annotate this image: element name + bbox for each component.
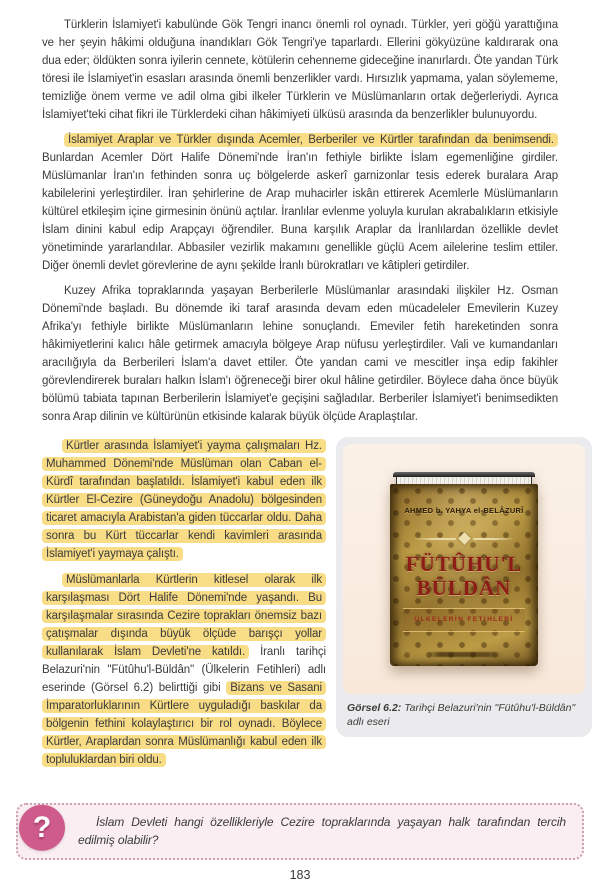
paragraph-5: [42, 571, 326, 769]
paragraph-1: [42, 16, 558, 124]
paragraph-4: [42, 437, 326, 563]
cover-ornament-icon: [413, 534, 516, 543]
paragraph-1-text: Türklerin İslamiyet'i kabulünde Gök Tengri inancı önemli rol oynadı. Türkler, yeri göğü yarattığına ve her şeyin hâkimi olduğuna inandıkları Gök Tengri'ye taparlardı. Ellerini gökyüzüne kaldırarak ona dua eder; öldükten sonra iyilerin cennete, kötülerin cehenneme gideceğine inanırlardı. Öte yandan Türk töresi ile İslamiyet'in esasları arasında önemli benzerlikler vardı. Hırsızlık yapmama, yalan söylememe, temizliğe önem verme ve adil olma gibi ilkeler Türklerin ve Müslümanların ortak değerleriydi. Ayrıca İslamiyet'teki cihat fikri ile Türklerdeki cihan hâkimiyeti ülküsü arasında da benzerlikler bulunuyordu.: [42, 19, 558, 121]
book-title-line-1: FÜTÛHU'L: [405, 552, 523, 576]
highlighted-sentence-1: İslamiyet Araplar ve Türkler dışında Acemler, Berberiler ve Kürtler tarafından da benimsendi.: [64, 133, 558, 147]
book-title: [406, 553, 523, 600]
paragraph-3-text: Kuzey Afrika topraklarında yaşayan Berberilerle Müslümanlar arasındaki ilişkiler Hz. Osman Dönemi'nde başladı. Bu dönemde iki taraf arasında devam eden mücadeleler Emevilerin Kuzey Afrika'yı fethiyle birlikte Müslümanların lehine sonuçlandı. Emeviler fetih hareketinden sonra hâkimiyetlerini kalıcı hâle getirmek amacıyla bölgeye Arap nüfusu yerleştirdiler. Vali ve kumandanları aracılığıyla da Berberileri İslam'a davet ettiler. Öte yandan cami ve mescitler inşa edip fakihler görevlendirerek buraları halkın İslam'ı öğreneceği birer okul hâline getirdiler. Böylece daha önce büyük bölümü tabiata tapınan Berberilerin İslamiyet'e geçişini sağladılar. Berberiler İslamiyet'i benimsedikten sonra Arap dilinin ve kültürünün etkisinde kalarak büyük ölçüde Araplaştılar.: [42, 285, 558, 423]
figure-6-2: [336, 437, 592, 737]
question-section: [16, 791, 584, 860]
question-mark-glyph: ?: [32, 811, 52, 845]
highlighted-sentence-3: Bizans ve Sasani İmparatorluklarının Kürtlere uyguladığı baskılar da bölgenin fethini kolaylaştırıcı bir rol oynadı. Böylece Kürtler, Araplardan sonra Müslümanlığı kabul eden ilk topluluklardan biri oldu.: [42, 681, 326, 767]
figure-caption-text: Tarihçi Belazuri'nin "Fütûhu'l-Büldân" adlı eseri: [347, 702, 576, 729]
question-text: İslam Devleti hangi özellikleriyle Cezire topraklarında yaşayan halk tarafından tercih edilmiş olabilir?: [78, 814, 566, 848]
question-box: [16, 803, 584, 860]
two-column-section: [42, 437, 576, 777]
ornament-diamond: [458, 532, 471, 545]
left-text-column: [42, 437, 326, 777]
ornament-line: [413, 538, 456, 540]
page-number: 183: [289, 868, 311, 882]
book-title-line-2: BÜLDÂN: [416, 575, 512, 600]
book-subtitle: ÜLKELERİN FETİHLERİ: [403, 608, 524, 632]
figure-caption-label: Görsel 6.2:: [347, 702, 402, 714]
book-pages-edge: [396, 477, 532, 484]
book-imprint-text: [426, 652, 503, 657]
book-front-cover: [390, 484, 538, 666]
highlighted-sentence-2: Müslümanlarla Kürtlerin kitlesel olarak ilk karşılaşması Dört Halife Dönemi'nde yaşandı. Bu karşılaşmalar sırasında Cezire toprakları önemsiz bazı çatışmalar dışında büyük ölçüde barışçı yollar kullanılarak İslam Devleti'ne katıldı.: [42, 573, 326, 659]
book-photo: [343, 444, 585, 694]
question-mark-icon: [19, 805, 65, 851]
ornament-line: [473, 538, 516, 540]
paragraph-2: [42, 131, 558, 275]
paragraph-3: [42, 282, 558, 426]
paragraph-5-plain-text: İranlı tarihçi Belazuri'nin "Fütûhu'l-Büldân" (Ülkelerin Fetihleri) adlı eserinde (Görsel 6.2) belirttiği gibi: [42, 646, 326, 694]
figure-caption: [343, 694, 585, 732]
paragraph-2-text: Bunlardan Acemler Dört Halife Dönemi'nde İran'ın fethiyle birlikte İslam egemenliğine girdiler. Müslümanlar İran'ın fethinden sonra uç bölgelerde askerî garnizonlar tesis ederek buralara Arap kabilelerini yerleştirdiler. İran şehirlerine de Arap muhacirler iskân ettirerek Acemlerle Müslümanların kültürel etkileşim içine girmesinin önünü açtılar. İranlılar evlenme yoluyla kurulan akrabalıkların etkisiyle İslam dinini kabul edip Arapçayı öğrendiler. Buna karşılık Araplar da İranlılardan özellikle devlet yönetiminde yararlandılar. Abbasiler vezirlik makamını genellikle güçlü Acem ailelerine teslim ettiler. Diğer önemli devlet görevlerine de aynı şekilde İranlı bürokratları ve kâtipleri getirdiler.: [42, 152, 558, 272]
highlighted-paragraph-kurtler: Kürtler arasında İslamiyet'i yayma çalışmaları Hz. Muhammed Dönemi'nde Müslüman olan Caban el-Kürdî tarafından başlatıldı. İslamiyet'i kabul eden ilk Kürtler El-Cezire (Güneydoğu Anadolu) bölgesinden ticaret amacıyla Arabistan'a giden tüccarlar oldu. Daha sonra bu Kürt tüccarlar kendi kavimleri arasında İslamiyet'i yaymaya çalıştı.: [42, 439, 326, 561]
book-cover-image: [390, 472, 538, 666]
book-author: AHMED b. YAHYA el-BELÂZURÎ: [404, 506, 524, 515]
